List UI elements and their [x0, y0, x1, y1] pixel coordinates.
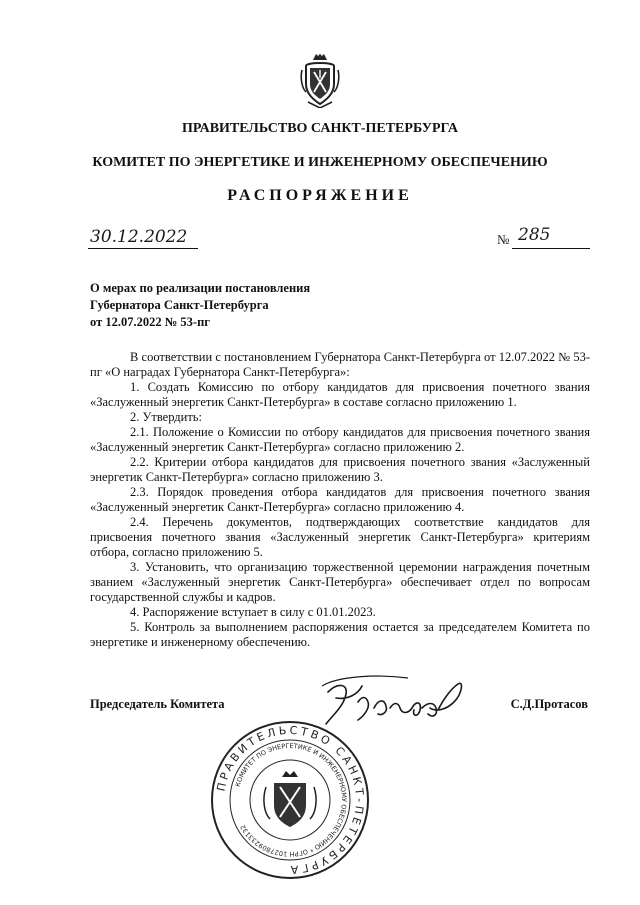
- subject-line-3: от 12.07.2022 № 53-пг: [90, 315, 210, 329]
- signatory-title: Председатель Комитета: [90, 697, 225, 711]
- stamp-emblem-icon: [264, 771, 316, 827]
- svg-text:ПРАВИТЕЛЬСТВО САНКТ-ПЕТЕРБУРГА: ПРАВИТЕЛЬСТВО САНКТ-ПЕТЕРБУРГА: [214, 723, 367, 877]
- subject-line-1: О мерах по реализации постановления: [90, 281, 311, 295]
- document-body: [90, 350, 590, 650]
- body-preamble: В соответствии с постановлением Губернатора Санкт-Петербурга от 12.07.2022 № 53-пг «О наградах Губернатора Санкт-Петербурга»:: [90, 350, 590, 379]
- coat-of-arms-icon: [300, 52, 340, 108]
- body-item-2-4: 2.4. Перечень документов, подтверждающих соответствие кандидатов для присвоения почетного звания «Заслуженный энергетик Санкт-Петербурга» критериям отбора, согласно приложению 5.: [90, 515, 590, 559]
- signatory-name: С.Д.Протасов: [510, 697, 588, 711]
- body-item-5: 5. Контроль за выполнением распоряжения остается за председателем Комитета по энергетике и инженерному обеспечению.: [90, 620, 590, 649]
- body-item-2-1: 2.1. Положение о Комиссии по отбору кандидатов для присвоения почетного звания «Заслуженный энергетик Санкт-Петербурга» согласно приложению 2.: [90, 425, 590, 454]
- document-date: 30.12.2022: [90, 227, 188, 247]
- body-item-4: 4. Распоряжение вступает в силу с 01.01.2023.: [130, 605, 376, 619]
- number-line: [512, 225, 590, 249]
- government-name: ПРАВИТЕЛЬСТВО САНКТ-ПЕТЕРБУРГА: [181, 121, 459, 136]
- document-subject: [90, 280, 310, 331]
- body-item-3: 3. Установить, что организацию торжественной церемонии награждения почетным званием «Заслуженный энергетик Санкт-Петербурга» обеспечивает отдел по вопросам государственной службы и кадров.: [90, 560, 590, 604]
- body-item-2-3: 2.3. Порядок проведения отбора кандидатов для присвоения почетного звания «Заслуженный энергетик Санкт-Петербурга» согласно приложению 4.: [90, 485, 590, 514]
- document-type: РАСПОРЯЖЕНИЕ: [227, 187, 413, 204]
- body-item-2: 2. Утвердить:: [130, 410, 202, 424]
- official-stamp: [210, 715, 370, 885]
- number-prefix: №: [497, 232, 510, 247]
- body-item-2-2: 2.2. Критерии отбора кандидатов для присвоения почетного звания «Заслуженный энергетик Санкт-Петербурга» согласно приложению 3.: [90, 455, 590, 484]
- svg-text:КОМИТЕТ ПО ЭНЕРГЕТИКЕ И ИНЖЕНЕ: КОМИТЕТ ПО ЭНЕРГЕТИКЕ И ИНЖЕНЕРНОМУ ОБЕСПЕЧЕНИЮ * ОГРН 1027809233132: [233, 741, 349, 859]
- date-line: [88, 227, 198, 249]
- body-item-1: 1. Создать Комиссию по отбору кандидатов для присвоения почетного звания «Заслуженный энергетик Санкт-Петербурга» в составе согласно приложению 1.: [90, 380, 590, 409]
- document-number: 285: [518, 225, 551, 245]
- committee-name: КОМИТЕТ ПО ЭНЕРГЕТИКЕ И ИНЖЕНЕРНОМУ ОБЕСПЕЧЕНИЮ: [92, 155, 548, 170]
- subject-line-2: Губернатора Санкт-Петербурга: [90, 298, 269, 312]
